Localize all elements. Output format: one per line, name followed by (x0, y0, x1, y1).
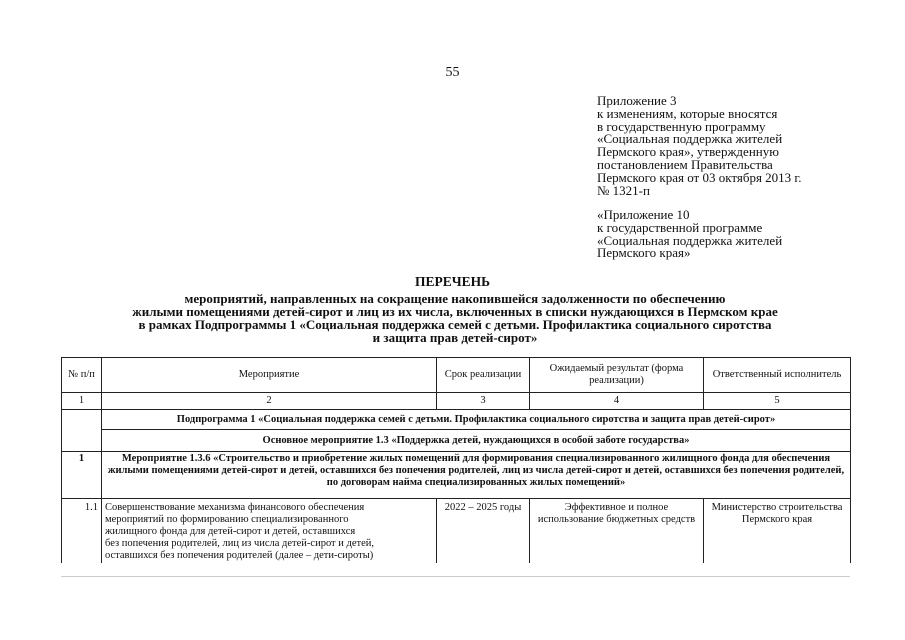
activity-line: Совершенствование механизма финансового обеспечения (105, 502, 365, 513)
empty-cell (62, 410, 102, 430)
appendix-line: Приложение 3 (597, 93, 677, 108)
subtitle-line: в рамках Подпрограммы 1 «Социальная поддержка семей с детьми. Профилактика социального сиротства (138, 317, 772, 332)
subprogram-title: Подпрограмма 1 «Социальная поддержка семей с детьми. Профилактика социального сиротства и защита прав детей-сирот» (102, 410, 851, 430)
column-number: 2 (102, 393, 437, 410)
appendix-line: Пермского края» (597, 245, 691, 261)
appendix-block-2 (597, 209, 857, 260)
appendix-line: к изменениям, которые вносятся (597, 105, 778, 121)
table-header-row (62, 358, 851, 393)
activity-line: оставшихся без попечения родителей (далее – дети-сироты) (105, 550, 374, 561)
subprogram-row (62, 410, 851, 430)
header-term: Срок реализации (437, 358, 530, 393)
header-result: Ожидаемый результат (форма реализации) (530, 358, 704, 393)
activity-line: жилищного фонда для детей-сирот и детей, оставшихся (105, 526, 356, 537)
main-event-title: Основное мероприятие 1.3 «Поддержка детей, нуждающихся в особой заботе государства» (102, 430, 851, 452)
appendix-line: Пермского края от 03 октября 2013 г. (597, 169, 802, 185)
activity-line: без попечения родителей, лиц из числа детей-сирот и детей, (105, 538, 375, 549)
item-executor: Министерство строительства Пермского края (704, 499, 851, 564)
empty-cell (62, 430, 102, 452)
activity-line: мероприятий по формированию специализированного (105, 514, 349, 525)
event-number: 1 (62, 452, 102, 499)
subtitle-line: мероприятий, направленных на сокращение накопившейся задолженности по обеспечению (184, 291, 726, 306)
measures-table (61, 357, 851, 563)
appendix-line: постановлением Правительства (597, 156, 773, 172)
column-number: 3 (437, 393, 530, 410)
page-number: 55 (445, 65, 460, 80)
column-number: 1 (62, 393, 102, 410)
event-row (62, 452, 851, 499)
appendix-line: Пермского края», утвержденную (597, 144, 779, 160)
column-number-row (62, 393, 851, 410)
appendix-line: № 1321-п (597, 182, 650, 198)
item-term: 2022 – 2025 годы (437, 499, 530, 564)
column-number: 5 (704, 393, 851, 410)
appendix-line: «Социальная поддержка жителей (597, 232, 783, 248)
appendix-line: к государственной программе (597, 219, 763, 235)
item-result: Эффективное и полное использование бюджетных средств (530, 499, 704, 564)
appendix-line: в государственную программу (597, 118, 766, 134)
column-number: 4 (530, 393, 704, 410)
header-number: № п/п (62, 358, 102, 393)
event-title: Мероприятие 1.3.6 «Строительство и приобретение жилых помещений для формирования специализированного жилищного фонда для обеспечения жилыми помещениями детей-сирот и детей, оставшихся без попечения родителей, лиц из числа детей-сирот и детей, оставшихся без попечения родителей, по договорам найма специализированных жилых помещений» (102, 452, 851, 499)
item-number: 1.1 (62, 499, 102, 564)
header-executor: Ответственный исполнитель (704, 358, 851, 393)
subtitle-line: и защита прав детей-сирот» (372, 330, 538, 345)
document-title: ПЕРЕЧЕНЬ (414, 274, 491, 289)
main-event-row (62, 430, 851, 452)
table-row (62, 499, 851, 564)
appendix-line: «Социальная поддержка жителей (597, 131, 783, 147)
item-activity (102, 499, 437, 564)
table-bottom-edge (61, 576, 850, 577)
header-activity: Мероприятие (102, 358, 437, 393)
appendix-line: «Приложение 10 (597, 207, 690, 222)
subtitle-line: жилыми помещениями детей-сирот и лиц из их числа, включенных в списки нуждающихся в Пермском крае (132, 304, 778, 319)
document-subtitle (60, 292, 850, 344)
appendix-block (597, 95, 857, 197)
